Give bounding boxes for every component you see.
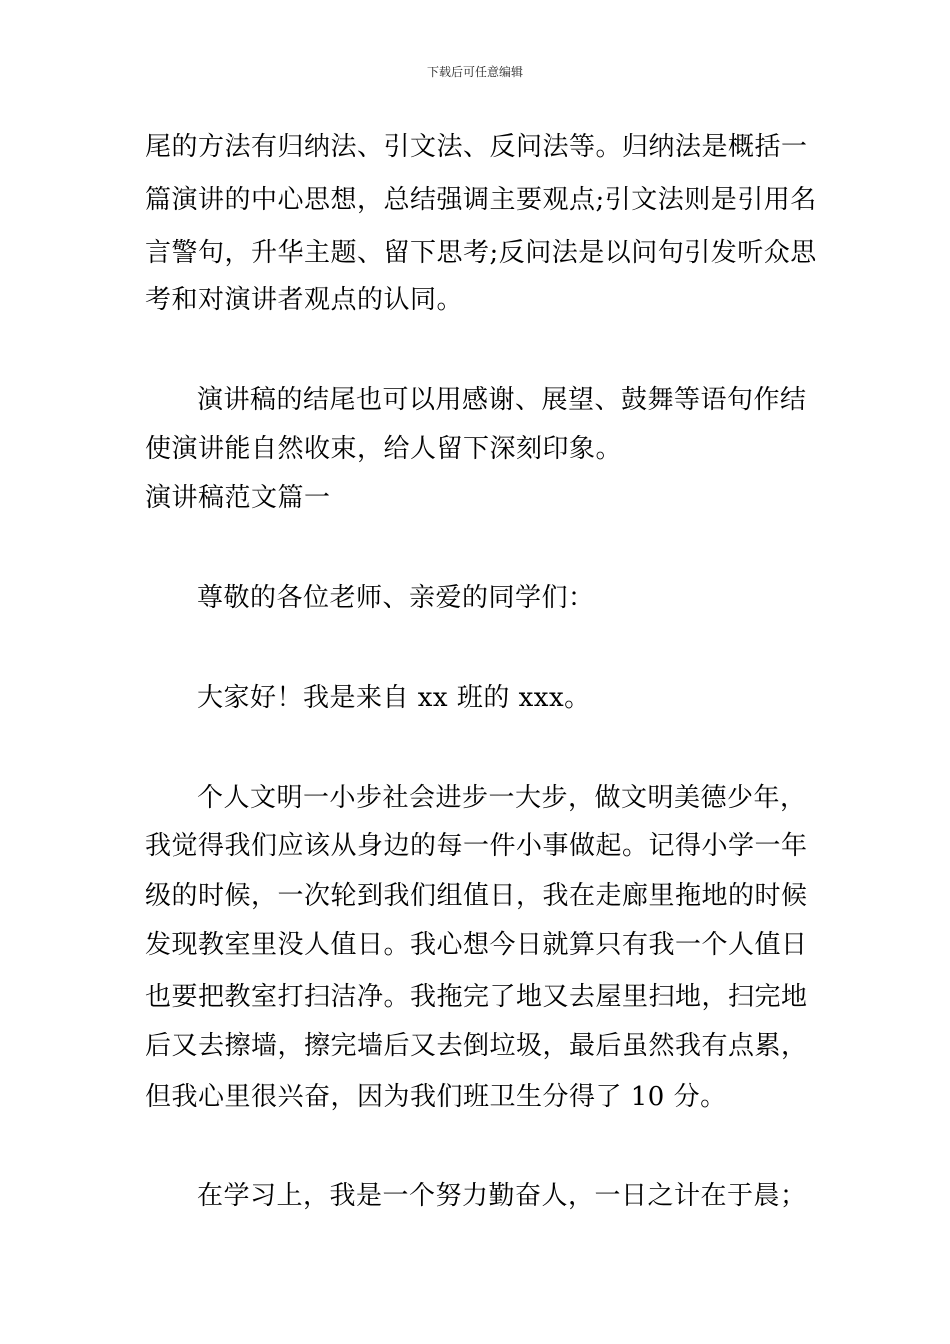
- text-line: 言警句，升华主题、留下思考;反问法是以问句引发听众思: [145, 238, 817, 268]
- text-line: 个人文明一小步社会进步一大步，做文明美德少年，: [197, 783, 807, 813]
- text-line: 发现教室里没人值日。我心想今日就算只有我一个人值日: [145, 930, 808, 960]
- section-heading: 演讲稿范文篇一: [145, 483, 331, 513]
- text-line: 尾的方法有归纳法、引文法、反问法等。归纳法是概括一: [145, 132, 808, 162]
- salutation-line: 尊敬的各位老师、亲爱的同学们：: [197, 583, 595, 613]
- text-line: 也要把教室打扫洁净。我拖完了地又去屋里扫地，扫完地: [145, 982, 808, 1012]
- greeting-line: 大家好！我是来自 xx 班的 xxx。: [197, 683, 591, 713]
- text-line: 使演讲能自然收束，给人留下深刻印象。: [145, 434, 623, 464]
- text-line: 但我心里很兴奋，因为我们班卫生分得了 10 分。: [145, 1082, 727, 1112]
- text-line: 演讲稿的结尾也可以用感谢、展望、鼓舞等语句作结: [197, 385, 807, 415]
- text-line: 篇演讲的中心思想，总结强调主要观点;引文法则是引用名: [145, 185, 817, 215]
- text-line: 后又去擦墙，擦完墙后又去倒垃圾，最后虽然我有点累，: [145, 1031, 808, 1061]
- text-line: 在学习上，我是一个努力勤奋人，一日之计在于晨；: [197, 1181, 807, 1211]
- text-line: 我觉得我们应该从身边的每一件小事做起。记得小学一年: [145, 831, 808, 861]
- text-line: 考和对演讲者观点的认同。: [145, 285, 464, 315]
- page-header: 下载后可任意编辑: [426, 65, 523, 79]
- text-line: 级的时候，一次轮到我们组值日，我在走廊里拖地的时候: [145, 881, 808, 911]
